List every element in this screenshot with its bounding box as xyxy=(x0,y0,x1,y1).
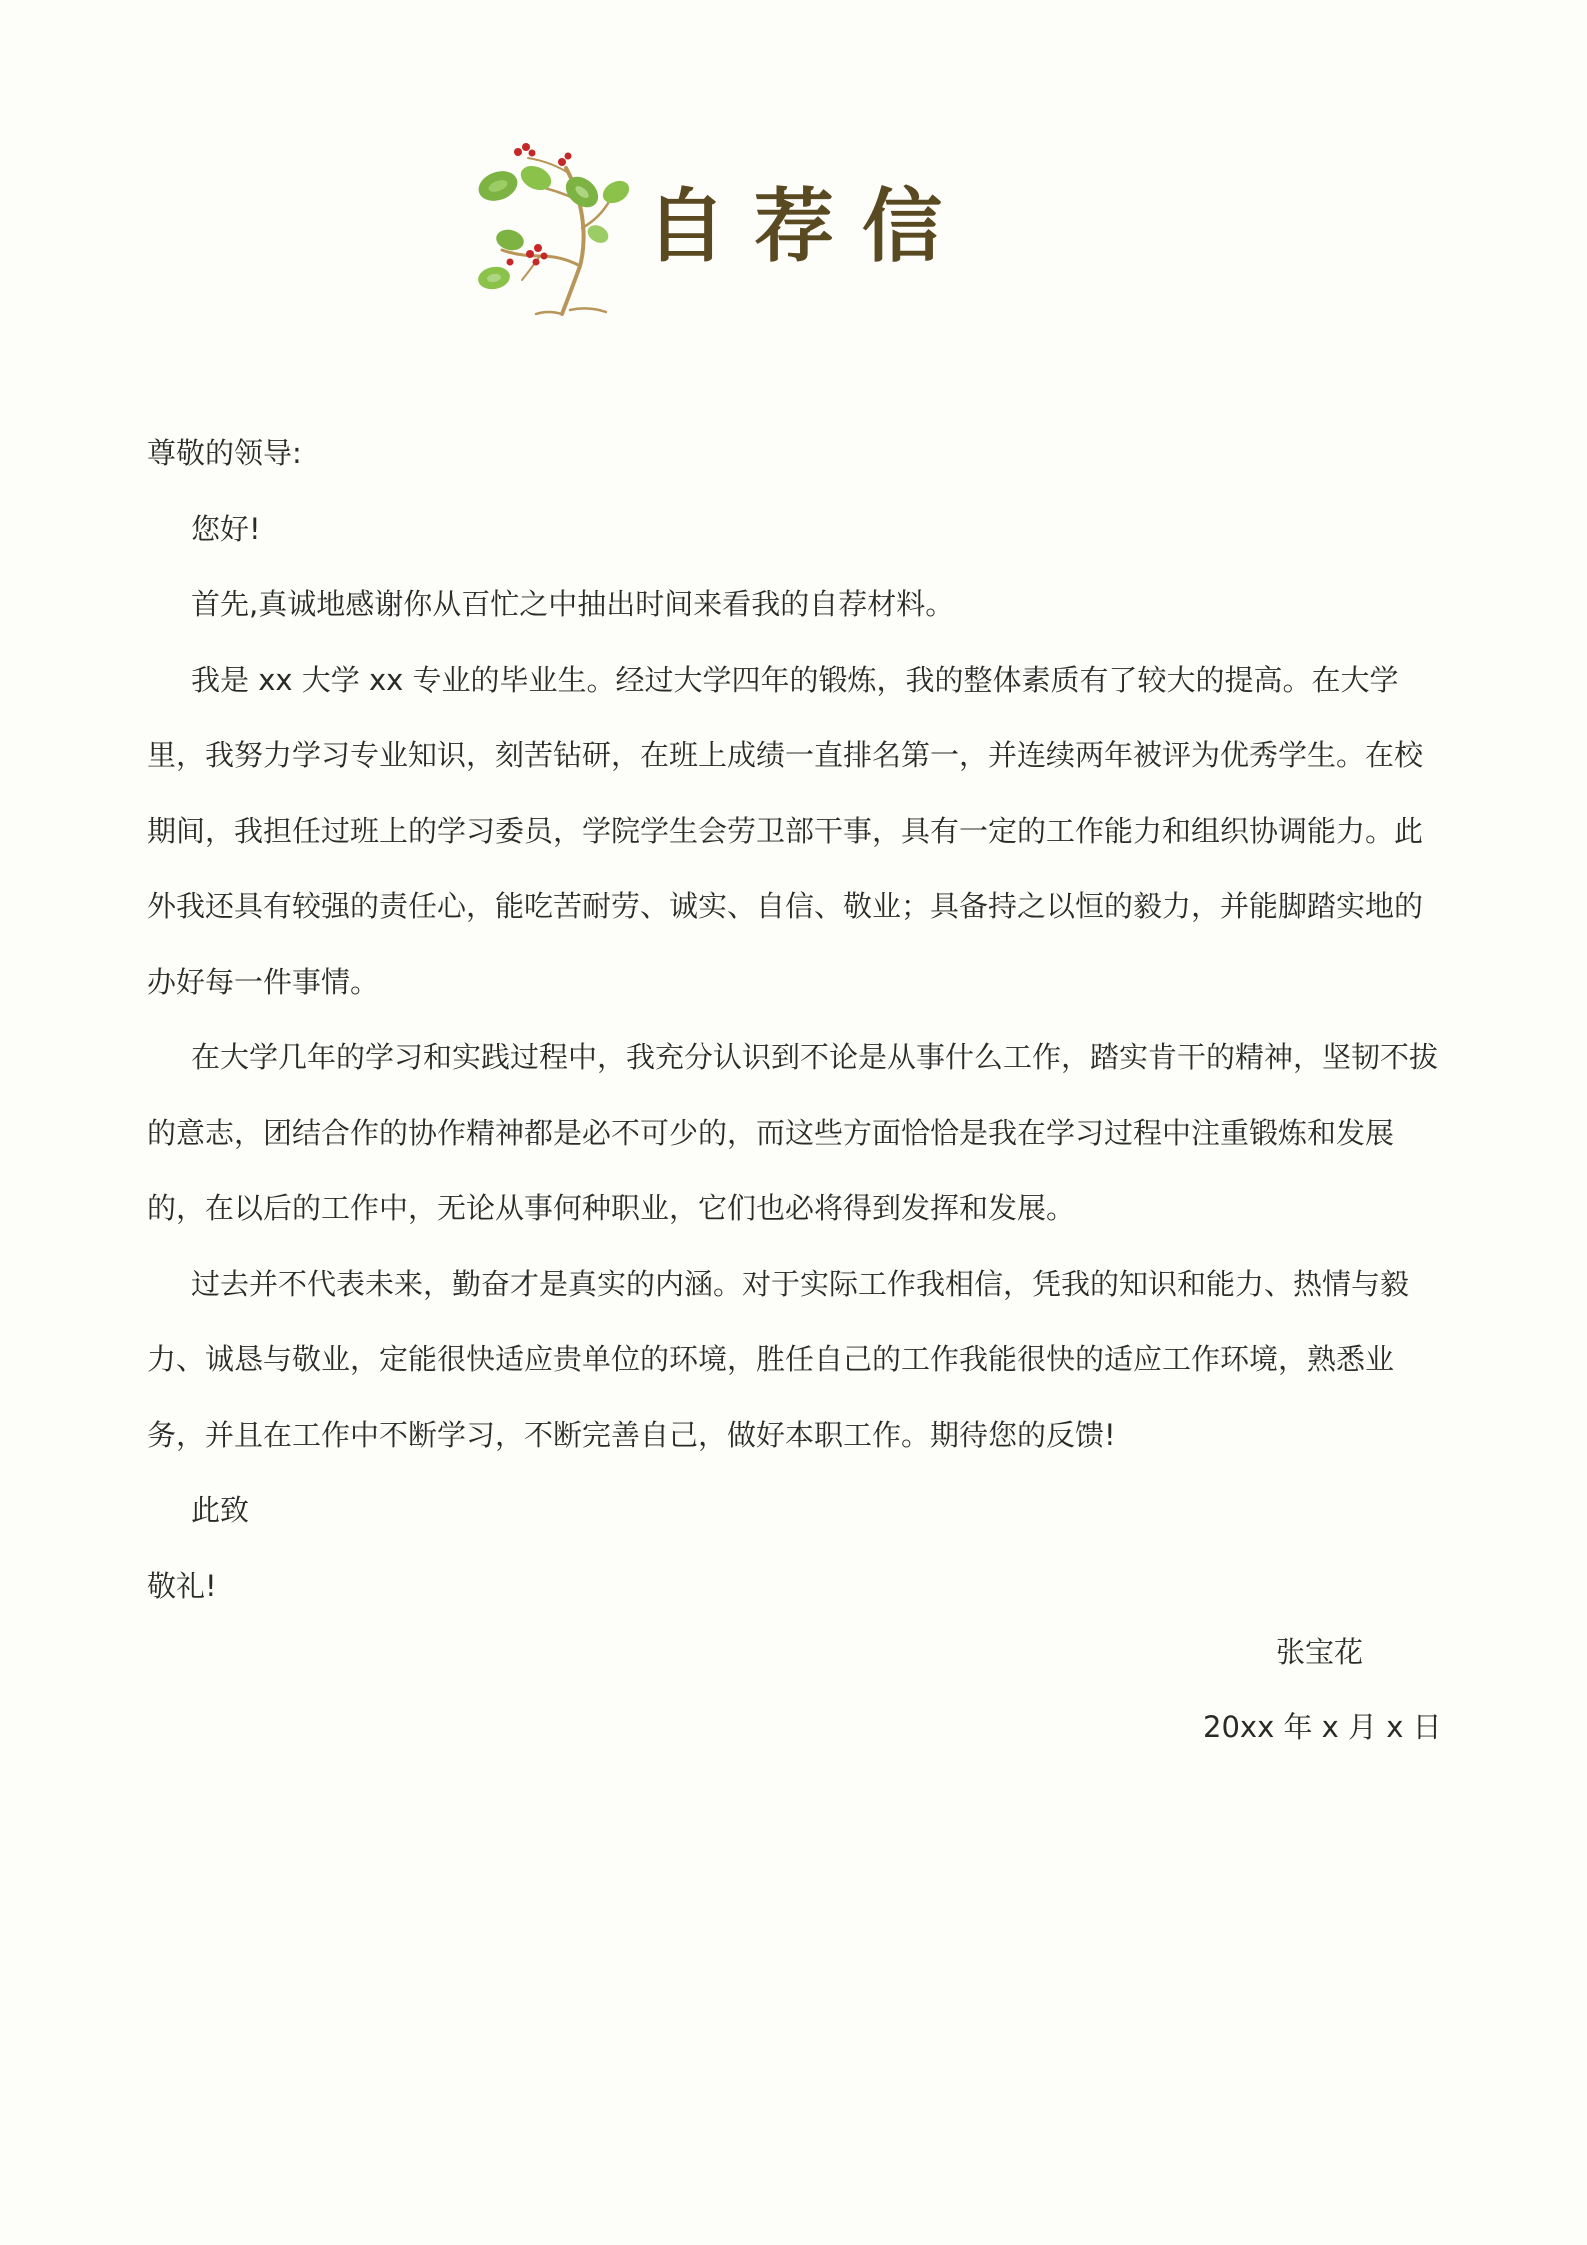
paragraph: 首先,真诚地感谢你从百忙之中抽出时间来看我的自荐材料。 xyxy=(191,587,955,621)
paragraph: 在大学几年的学习和实践过程中，我充分认识到不论是从事什么工作，踏实肯干的精神，坚韧不拔的意志，团结合作的协作精神都是必不可少的，而这些方面恰恰是我在学习过程中注重锻炼和发展的，在以后的工作中，无论从事何种职业，它们也必将得到发挥和发展。 xyxy=(147,1040,1439,1225)
letter-title: 自荐信 xyxy=(646,179,970,273)
greeting: 您好! xyxy=(191,511,261,546)
letter-body xyxy=(147,416,1447,1624)
paragraph: 过去并不代表未来，勤奋才是真实的内涵。对于实际工作我相信，凭我的知识和能力、热情与毅力、诚恳与敬业，定能很快适应贵单位的环境，胜任自己的工作我能很快的适应工作环境，熟悉业务，并且在工作中不断学习，不断完善自己，做好本职工作。期待您的反馈! xyxy=(147,1266,1410,1452)
signature: 张宝花 xyxy=(1276,1635,1364,1669)
paragraph: 我是 xx 大学 xx 专业的毕业生。经过大学四年的锻炼，我的整体素质有了较大的提高。在大学里，我努力学习专业知识，刻苦钻研，在班上成绩一直排名第一，并连续两年被评为优秀学生。在校期间，我担任过班上的学习委员，学院学生会劳卫部干事，具有一定的工作能力和组织协调能力。此外我还具有较强的责任心，能吃苦耐劳、诚实、自信、敬业；具备持之以恒的毅力，并能脚踏实地的办好每一件事情。 xyxy=(147,662,1424,999)
closing-salute: 敬礼! xyxy=(147,1568,217,1603)
letter-date: 20xx 年 x 月 x 日 xyxy=(1203,1710,1442,1744)
branch-with-leaves-and-berries-icon xyxy=(470,138,640,316)
closing-line: 此致 xyxy=(191,1493,250,1527)
salutation: 尊敬的领导: xyxy=(147,436,302,470)
letter-header xyxy=(470,138,990,318)
